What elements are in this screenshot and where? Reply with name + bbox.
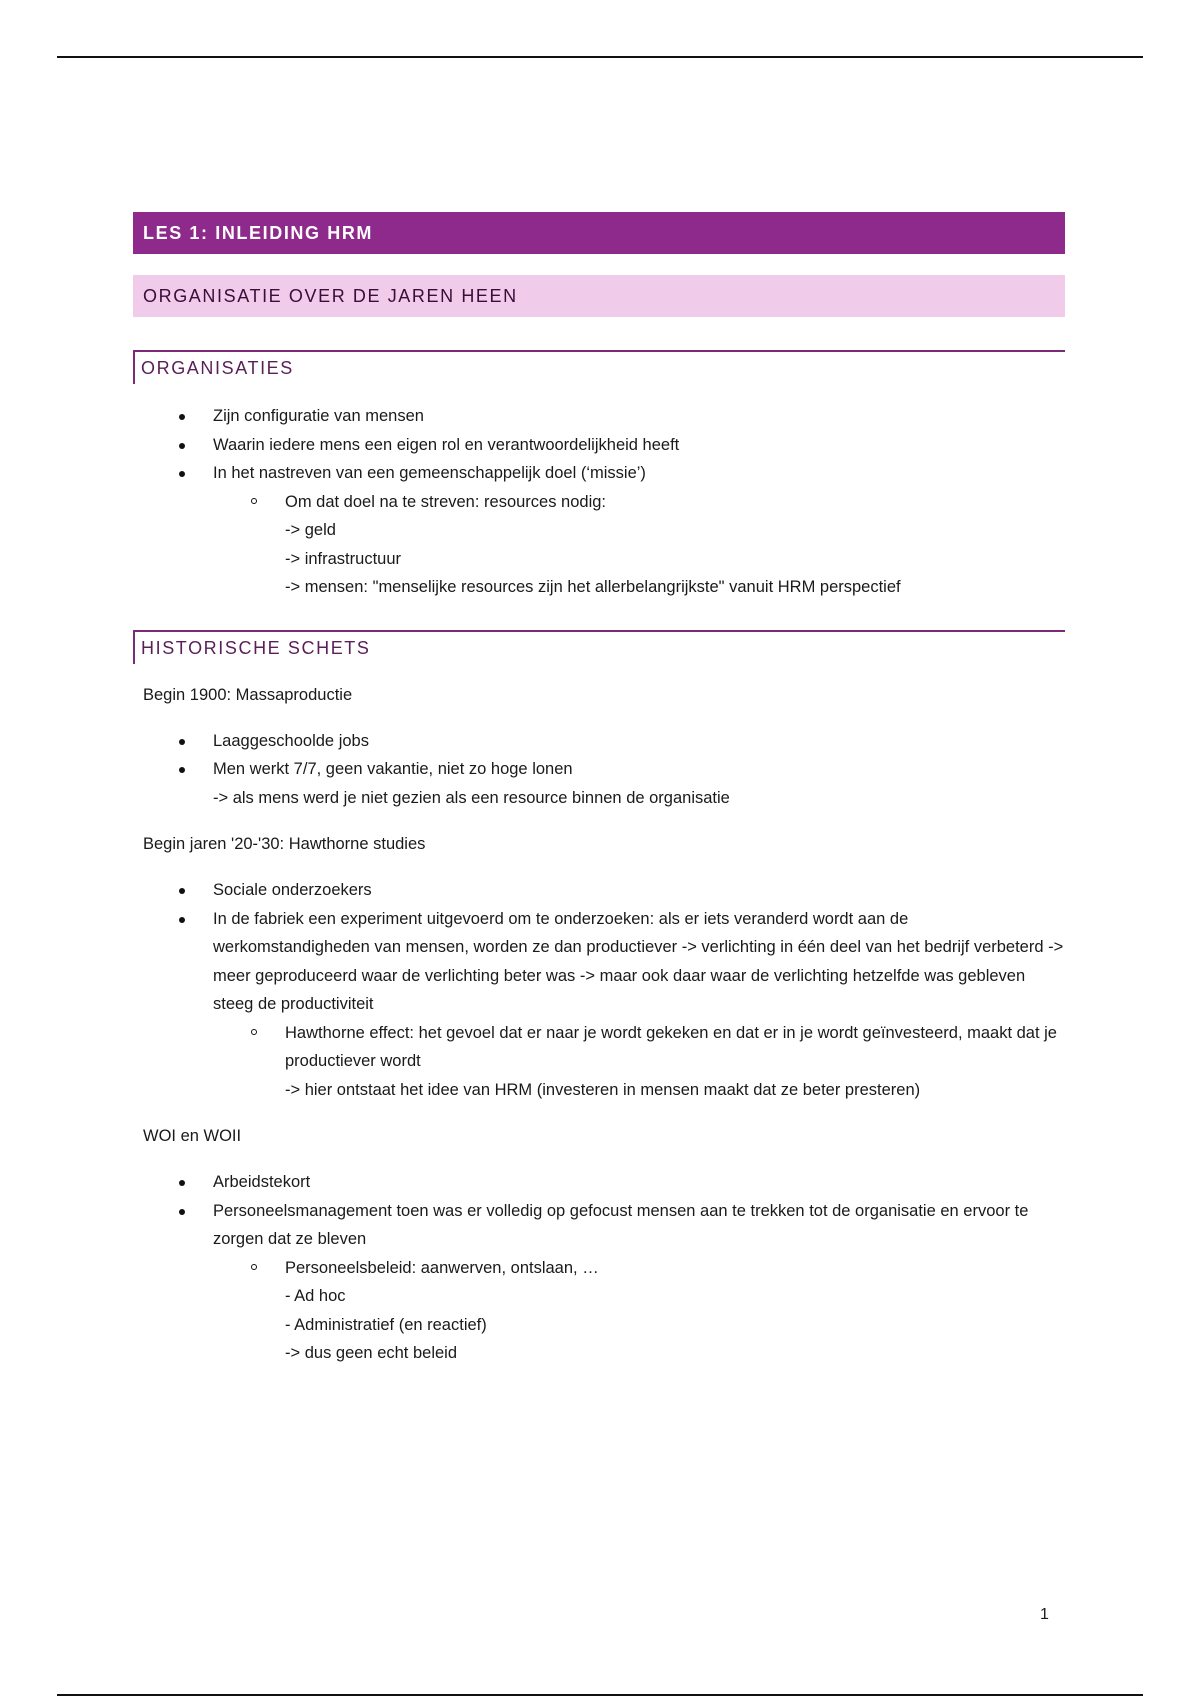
- list-item-text: Men werkt 7/7, geen vakantie, niet zo hoge lonen: [213, 760, 573, 778]
- sub-item-text: Om dat doel na te streven: resources nodig:: [285, 492, 607, 511]
- list-item-text: In de fabriek een experiment uitgevoerd om te onderzoeken: als er iets veranderd wordt aan de werkomstandigheden van mensen, worden ze dan productiever -> verlichting in één deel van het bedrijf verbeterd -> meer geproduceerd waar de verlichting beter was -> maar ook daar waar de verlichting hetzelfde was gebleven steeg de productiviteit: [213, 909, 1064, 1013]
- list-item: Laaggeschoolde jobs: [213, 727, 1065, 756]
- sub-item-line: - Administratief (en reactief): [285, 1315, 487, 1334]
- section-heading: ORGANISATIE OVER DE JAREN HEEN: [133, 275, 1065, 317]
- period3-bullet-list: [133, 1168, 1065, 1368]
- sub-item-text: Hawthorne effect: het gevoel dat er naar je wordt gekeken en dat er in je wordt geïnvesteerd, maakt dat je productiever wordt: [285, 1023, 1057, 1070]
- list-item: [213, 755, 1065, 812]
- sub-item-line: -> mensen: "menselijke resources zijn het allerbelangrijkste" vanuit HRM perspectief: [285, 578, 901, 596]
- list-item-note: -> als mens werd je niet gezien als een resource binnen de organisatie: [213, 788, 730, 807]
- organisaties-sub-list: [213, 488, 1065, 602]
- list-item-text: Personeelsmanagement toen was er volledig op gefocust mensen aan te trekken tot de organisatie en ervoor te zorgen dat ze bleven: [213, 1201, 1029, 1248]
- sub-list-item: [285, 488, 1065, 602]
- sub-item-text: Personeelsbeleid: aanwerven, ontslaan, …: [285, 1258, 599, 1277]
- sub-list-item: [285, 1254, 1065, 1368]
- list-item: Zijn configuratie van mensen: [213, 402, 1065, 431]
- list-item: [213, 905, 1065, 1105]
- subsection-heading-organisaties: ORGANISATIES: [133, 350, 1065, 384]
- sub-item-line: -> dus geen echt beleid: [285, 1344, 458, 1362]
- organisaties-bullet-list: [133, 402, 1065, 602]
- period2-sub-list: [213, 1019, 1065, 1105]
- list-item: Waarin iedere mens een eigen rol en verantwoordelijkheid heeft: [213, 431, 1065, 460]
- period1-bullet-list: [133, 727, 1065, 813]
- list-item: [213, 1197, 1065, 1368]
- period3-sub-list: [213, 1254, 1065, 1368]
- header-rule: [57, 56, 1143, 58]
- period2-bullet-list: [133, 876, 1065, 1104]
- sub-list-item: [285, 1019, 1065, 1105]
- period-title: WOI en WOII: [143, 1127, 242, 1145]
- list-item-text: In het nastreven van een gemeenschappelijk doel (‘missie’): [213, 464, 646, 482]
- period-title: Begin jaren '20-'30: Hawthorne studies: [143, 835, 426, 853]
- document-page: [133, 212, 1065, 1368]
- sub-item-line: - Ad hoc: [285, 1287, 346, 1305]
- page-number: 1: [1040, 1606, 1049, 1623]
- sub-item-line: -> infrastructuur: [285, 549, 401, 568]
- sub-item-line: -> hier ontstaat het idee van HRM (investeren in mensen maakt dat ze beter presteren): [285, 1080, 921, 1099]
- list-item: Sociale onderzoekers: [213, 876, 1065, 905]
- period-title: Begin 1900: Massaproductie: [143, 685, 353, 704]
- footer-rule: [57, 1694, 1143, 1696]
- sub-item-line: -> geld: [285, 521, 336, 539]
- chapter-heading: LES 1: INLEIDING HRM: [133, 212, 1065, 254]
- list-item: [213, 459, 1065, 602]
- list-item: Arbeidstekort: [213, 1168, 1065, 1197]
- subsection-heading-historische-schets: HISTORISCHE SCHETS: [133, 630, 1065, 664]
